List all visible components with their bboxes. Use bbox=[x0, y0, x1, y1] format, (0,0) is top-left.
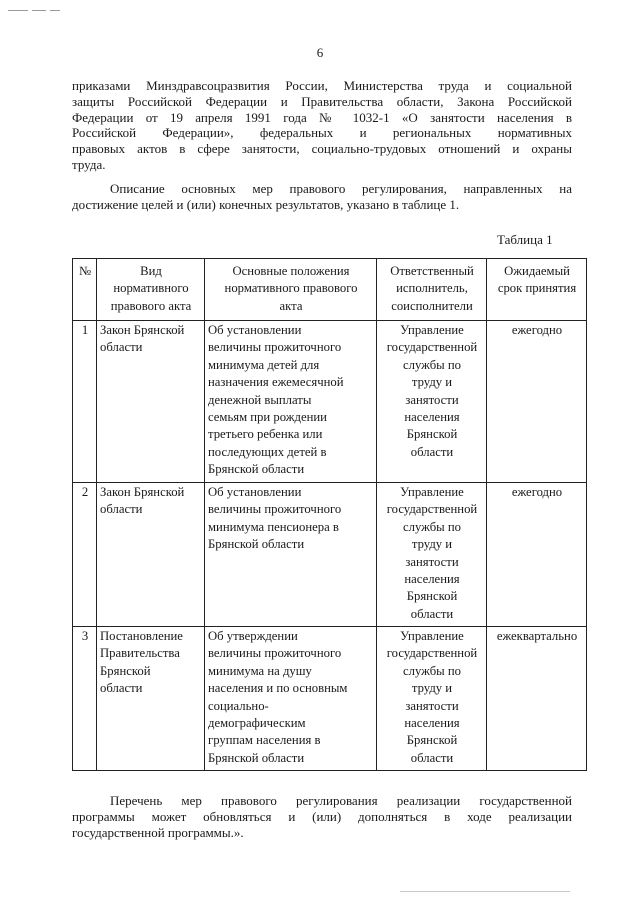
header-provisions: Основные положения нормативного правового акта bbox=[205, 259, 377, 321]
table-caption: Таблица 1 bbox=[497, 232, 553, 247]
row-term: ежегодно bbox=[487, 321, 587, 483]
text-line: труда. bbox=[72, 156, 106, 172]
row-term: ежегодно bbox=[487, 483, 587, 627]
table-header-row bbox=[73, 259, 587, 321]
text-line: достижение целей и (или) конечных результатов, указано в таблице 1. bbox=[72, 196, 460, 212]
header-act-type: Вид нормативного правового акта bbox=[97, 259, 205, 321]
text-line: приказами Минздравсоцразвития России, Министерства труда и социальной bbox=[72, 78, 572, 93]
table-row bbox=[73, 627, 587, 771]
table-row bbox=[73, 483, 587, 627]
row-executor: Управление государственной службы по труду и занятости населения Брянской области bbox=[377, 483, 487, 627]
paragraph-closing bbox=[72, 793, 572, 840]
scan-artifact-rule bbox=[400, 891, 570, 892]
table-row bbox=[73, 321, 587, 483]
header-term: Ожидаемый срок принятия bbox=[487, 259, 587, 321]
paragraph-legal-basis bbox=[72, 78, 572, 173]
text-line: Перечень мер правового регулирования реализации государственной bbox=[110, 793, 572, 808]
row-provisions: Об установлении величины прожиточного минимума детей для назначения ежемесячной денежной выплаты семьям при рождении третьего ребенка или последующих детей в Брянской области bbox=[205, 321, 377, 483]
row-act-type: Закон Брянской области bbox=[97, 483, 205, 627]
row-number: 1 bbox=[73, 321, 97, 483]
paragraph-table-intro bbox=[72, 181, 572, 213]
text-line: государственной программы.». bbox=[72, 824, 244, 840]
row-act-type: Закон Брянской области bbox=[97, 321, 205, 483]
row-executor: Управление государственной службы по труду и занятости населения Брянской области bbox=[377, 627, 487, 771]
text-line: Российской Федерации», федеральных и региональных нормативных bbox=[72, 125, 572, 141]
row-provisions: Об установлении величины прожиточного минимума пенсионера в Брянской области bbox=[205, 483, 377, 627]
row-term: ежеквартально bbox=[487, 627, 587, 771]
row-provisions: Об утверждении величины прожиточного минимума на душу населения и по основным социально- демографическим группам населения в Брянской области bbox=[205, 627, 377, 771]
text-line: Описание основных мер правового регулирования, направленных на bbox=[110, 181, 572, 196]
scan-artifact bbox=[8, 6, 62, 14]
row-number: 3 bbox=[73, 627, 97, 771]
row-executor: Управление государственной службы по труду и занятости населения Брянской области bbox=[377, 321, 487, 483]
regulation-table bbox=[72, 258, 587, 771]
page-number: 6 bbox=[316, 45, 324, 60]
row-number: 2 bbox=[73, 483, 97, 627]
text-line: Федерации от 19 апреля 1991 года № 1032-1 «О занятости населения в bbox=[72, 109, 572, 125]
text-line: защиты Российской Федерации и Правительства области, Закона Российской bbox=[72, 93, 572, 109]
text-line: программы может обновляться и (или) дополняться в ходе реализации bbox=[72, 808, 572, 824]
text-line: правовых актов в сфере занятости, социально-трудовых отношений и охраны bbox=[72, 141, 572, 157]
header-number: № bbox=[73, 259, 97, 321]
header-executor: Ответственный исполнитель, соисполнители bbox=[377, 259, 487, 321]
row-act-type: Постановление Правительства Брянской области bbox=[97, 627, 205, 771]
